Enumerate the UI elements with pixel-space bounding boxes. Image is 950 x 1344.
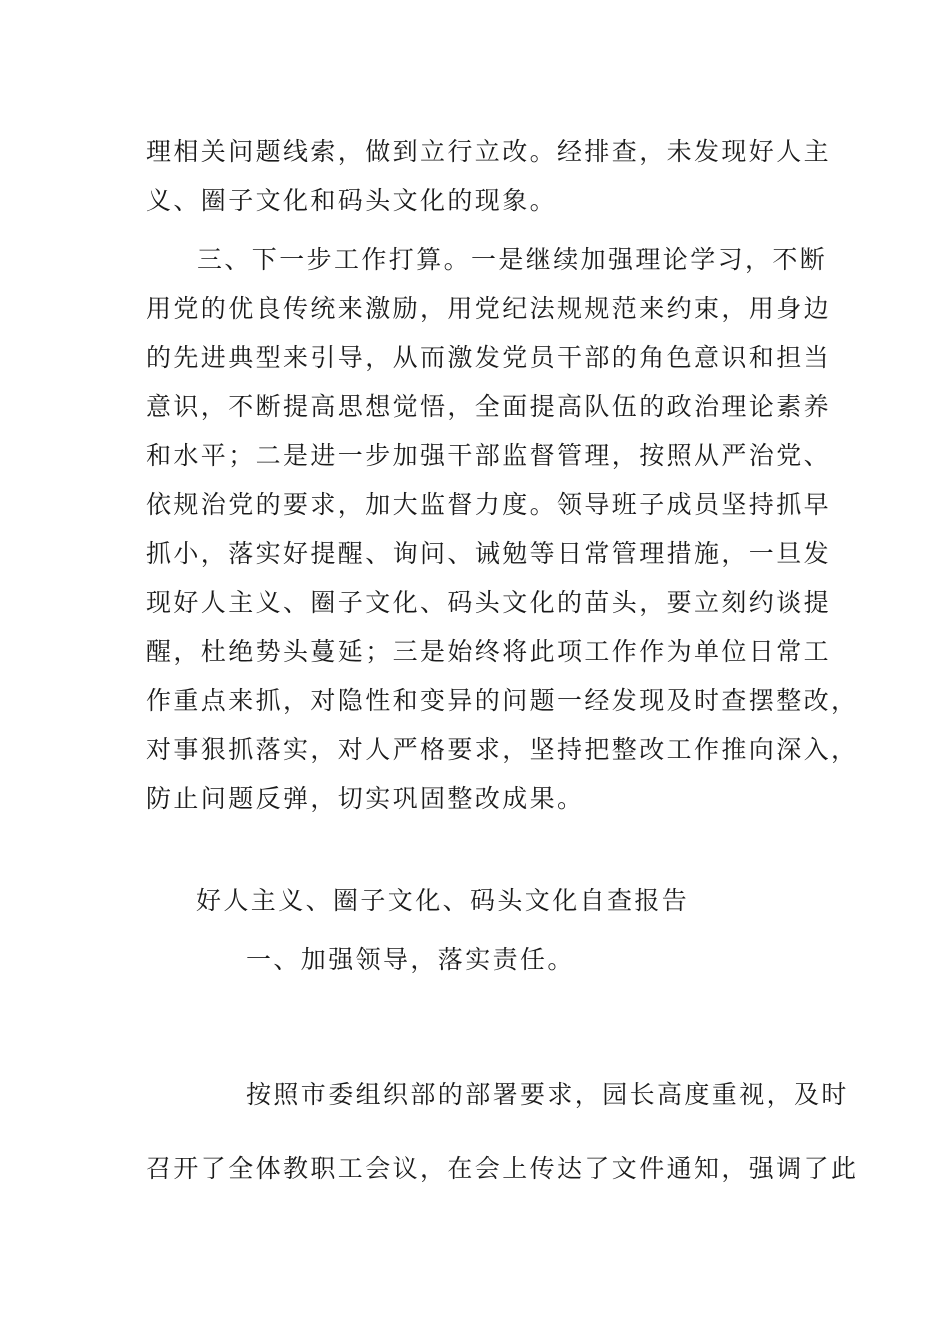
text-line: 现好人主义、圈子文化、码头文化的苗头，要立刻约谈提 [146, 588, 832, 617]
text-line: 理相关问题线索，做到立行立改。经排查，未发现好人主 [146, 137, 832, 166]
text-line: 三、下一步工作打算。一是继续加强理论学习，不断 [197, 245, 828, 274]
report-title: 好人主义、圈子文化、码头文化自查报告 [196, 886, 690, 915]
text-line: 作重点来抓，对隐性和变异的问题一经发现及时查摆整改， [146, 686, 859, 715]
text-line: 依规治党的要求，加大监督力度。领导班子成员坚持抓早 [146, 490, 832, 519]
text-line: 用党的优良传统来激励，用党纪法规规范来约束，用身边 [146, 294, 832, 323]
text-line: 召开了全体教职工会议，在会上传达了文件通知，强调了此 [146, 1154, 859, 1183]
text-line: 义、圈子文化和码头文化的现象。 [146, 186, 558, 215]
text-line: 和水平；二是进一步加强干部监督管理，按照从严治党、 [146, 441, 832, 470]
text-line: 的先进典型来引导，从而激发党员干部的角色意识和担当 [146, 343, 832, 372]
text-line: 意识，不断提高思想觉悟，全面提高队伍的政治理论素养 [146, 392, 832, 421]
text-line: 抓小，落实好提醒、询问、诫勉等日常管理措施，一旦发 [146, 539, 832, 568]
text-line: 按照市委组织部的部署要求，园长高度重视，及时 [246, 1080, 849, 1109]
section-heading: 一、加强领导，落实责任。 [246, 945, 575, 974]
text-line: 醒，杜绝势头蔓延；三是始终将此项工作作为单位日常工 [146, 637, 832, 666]
text-line: 防止问题反弹，切实巩固整改成果。 [146, 784, 585, 813]
text-line: 对事狠抓落实，对人严格要求，坚持把整改工作推向深入， [146, 735, 859, 764]
